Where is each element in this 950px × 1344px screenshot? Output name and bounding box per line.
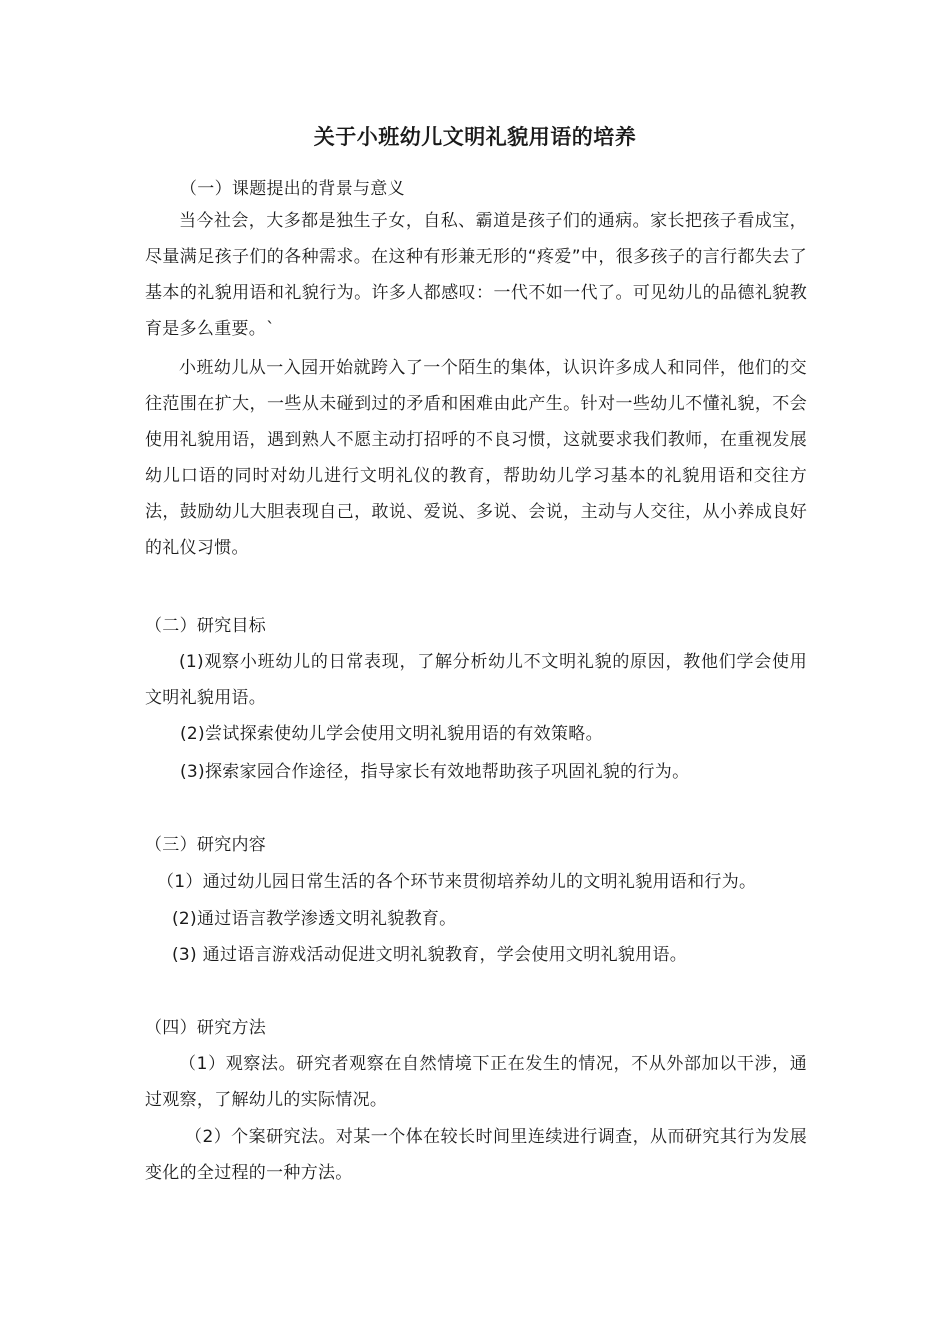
section3-heading: （三）研究内容 (145, 835, 267, 855)
section3-item1: （1）通过幼儿园日常生活的各个环节来贯彻培养幼儿的文明礼貌用语和行为。 (157, 872, 757, 892)
section2-item2: (2)尝试探索使幼儿学会使用文明礼貌用语的有效策略。 (180, 724, 603, 744)
section4-item1: （1）观察法。研究者观察在自然情境下正在发生的情况，不从外部加以干涉，通过观察，了解幼儿的实际情况。 (145, 1054, 807, 1110)
section1-paragraph1: 当今社会，大多都是独生子女，自私、霸道是孩子们的通病。家长把孩子看成宝，尽量满足孩子们的各种需求。在这种有形兼无形的“疼爱”中，很多孩子的言行都失去了基本的礼貌用语和礼貌行为。许多人都感叹：一代不如一代了。可见幼儿的品德礼貌教育是多么重要。` (145, 211, 807, 339)
section4-heading: （四）研究方法 (145, 1018, 267, 1038)
section2-heading: （二）研究目标 (145, 616, 267, 636)
section2-item3: (3)探索家园合作途径，指导家长有效地帮助孩子巩固礼貌的行为。 (180, 762, 690, 782)
section1-heading: （一）课题提出的背景与意义 (180, 179, 405, 199)
document-title: 关于小班幼儿文明礼貌用语的培养 (313, 125, 637, 149)
section3-item2: (2)通过语言教学渗透文明礼貌教育。 (172, 909, 457, 929)
section3-item3: (3) 通过语言游戏活动促进文明礼貌教育，学会使用文明礼貌用语。 (172, 945, 688, 965)
section4-item2: （2）个案研究法。对某一个体在较长时间里连续进行调查，从而研究其行为发展变化的全过程的一种方法。 (145, 1127, 807, 1183)
section1-paragraph2: 小班幼儿从一入园开始就跨入了一个陌生的集体，认识许多成人和同伴，他们的交往范围在扩大，一些从未碰到过的矛盾和困难由此产生。针对一些幼儿不懂礼貌，不会使用礼貌用语，遇到熟人不愿主动打招呼的不良习惯，这就要求我们教师，在重视发展幼儿口语的同时对幼儿进行文明礼仪的教育，帮助幼儿学习基本的礼貌用语和交往方法，鼓励幼儿大胆表现自己，敢说、爱说、多说、会说，主动与人交往，从小养成良好的礼仪习惯。 (145, 358, 807, 558)
section2-item1: (1)观察小班幼儿的日常表现，了解分析幼儿不文明礼貌的原因，教他们学会使用文明礼貌用语。 (145, 652, 807, 708)
